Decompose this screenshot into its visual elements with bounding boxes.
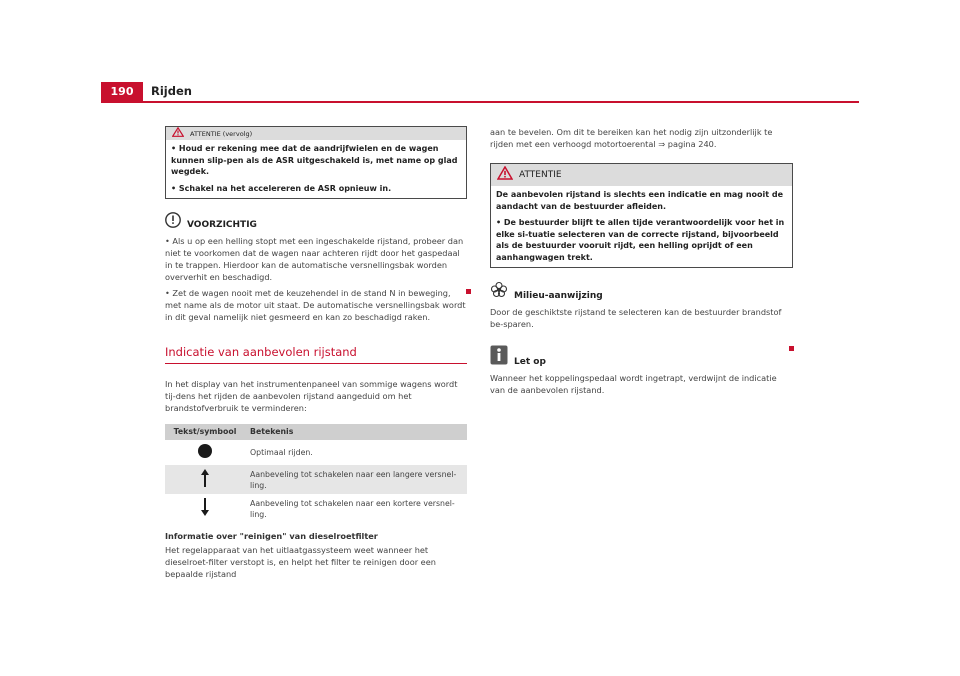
page-number: 190: [101, 82, 143, 101]
warning-item: De aanbevolen rijstand is slechts een indicatie en mag nooit de aandacht van de bestuurder afleiden.: [496, 190, 784, 211]
header-rule: [101, 101, 859, 103]
table-symbol-cell: [165, 465, 245, 494]
warning-box: [490, 163, 793, 268]
caution-text: [165, 235, 467, 323]
table-symbol-cell: [165, 494, 245, 523]
environment-title: Milieu-aanwijzing: [514, 291, 603, 301]
caution-item: • Als u op een helling stopt met een ingeschakelde rijstand, probeer dan niet te voorkomen dat de wagen naar achteren rijdt door het gaspedaal in te trappen. Hierdoor kan de automatische versnellingsbak worden oververhit en beschadigd.: [165, 236, 464, 282]
warning-continued-box: [165, 126, 467, 199]
table-row: [165, 494, 467, 523]
note-heading: [490, 346, 793, 368]
warning-item: • Houd er rekening mee dat de aandrijfwielen en de wagen kunnen slip-pen als de ASR uitgeschakeld is, met name op glad wegdek.: [171, 144, 458, 176]
warning-header: [491, 164, 792, 186]
caution-title: VOORZICHTIG: [187, 220, 257, 230]
section-heading: Indicatie van aanbevolen rijstand: [165, 345, 357, 359]
warning-continued-header: [166, 127, 466, 140]
table-row: [165, 465, 467, 494]
table-meaning-cell: Aanbeveling tot schakelen naar een langere versnel-ling.: [245, 465, 467, 494]
left-column: [165, 126, 467, 580]
section-end-marker: [466, 289, 471, 294]
dpf-heading: Informatie over "reinigen" van dieselroetfilter: [165, 531, 378, 541]
intro-paragraph: In het display van het instrumentenpaneel van sommige wagens wordt tij-dens het rijden de aanbevolen rijstand aangeduid om het brandstofverbruik te verminderen:: [165, 379, 458, 413]
table-row: [165, 440, 467, 465]
table-meaning-cell: Aanbeveling tot schakelen naar een kortere versnel-ling.: [250, 498, 455, 519]
arrow-down-icon: [200, 497, 210, 517]
dot-icon: [197, 443, 213, 459]
arrow-up-icon: [200, 468, 210, 488]
warning-body: [491, 186, 792, 267]
caution-heading: [165, 211, 467, 231]
table-meaning-cell: Optimaal rijden.: [250, 448, 313, 457]
table-header-symbol: Tekst/symbool: [165, 424, 245, 440]
info-icon: [490, 345, 508, 368]
warning-triangle-icon: [497, 166, 513, 184]
section-end-marker: [789, 346, 794, 351]
note-title: Let op: [514, 357, 546, 367]
caution-item: • Zet de wagen nooit met de keuzehendel in de stand N in beweging, met name als de motor uit staat. De automatische versnellingsbak wordt in dit geval namelijk niet gesmeerd en kan zo beschadigd raken.: [165, 288, 466, 322]
continued-paragraph: aan te bevelen. Om dit te bereiken kan het nodig zijn uitzonderlijk te rijden met een verhoogd motortoerental ⇒ pagina 240.: [490, 127, 773, 149]
warning-item: • De bestuurder blijft te allen tijde verantwoordelijk voor het in elke si-tuatie selecteren van de correcte rijstand, bijvoorbeeld als de bestuurder vooruit rijdt, een helling oprijdt of een aanhangwagen trekt.: [496, 218, 785, 262]
note-text: Wanneer het koppelingspedaal wordt ingetrapt, verdwijnt de indicatie van de aanbevolen rijstand.: [490, 373, 777, 395]
flower-icon: [490, 281, 508, 302]
warning-continued-title: ATTENTIE (vervolg): [190, 129, 253, 138]
page-section-title: Rijden: [151, 84, 192, 98]
caution-icon: [165, 212, 181, 231]
table-header-row: [165, 424, 467, 440]
warning-title: ATTENTIE: [519, 170, 562, 180]
dpf-text: Het regelapparaat van het uitlaatgassysteem weet wanneer het dieselroet-filter verstopt is, en helpt het filter te reinigen door een bepaalde rijstand: [165, 545, 436, 579]
environment-heading: [490, 282, 793, 302]
warning-item: • Schakel na het accelereren de ASR opnieuw in.: [171, 183, 392, 193]
warning-continued-body: [166, 140, 466, 198]
table-header-meaning: Betekenis: [245, 424, 467, 440]
gear-indication-table: [165, 424, 467, 523]
table-symbol-cell: [165, 440, 245, 465]
right-column: [490, 126, 793, 396]
environment-text: Door de geschiktste rijstand te selecteren kan de bestuurder brandstof be-sparen.: [490, 307, 782, 329]
warning-triangle-icon: [172, 127, 184, 141]
section-rule: [165, 363, 467, 364]
